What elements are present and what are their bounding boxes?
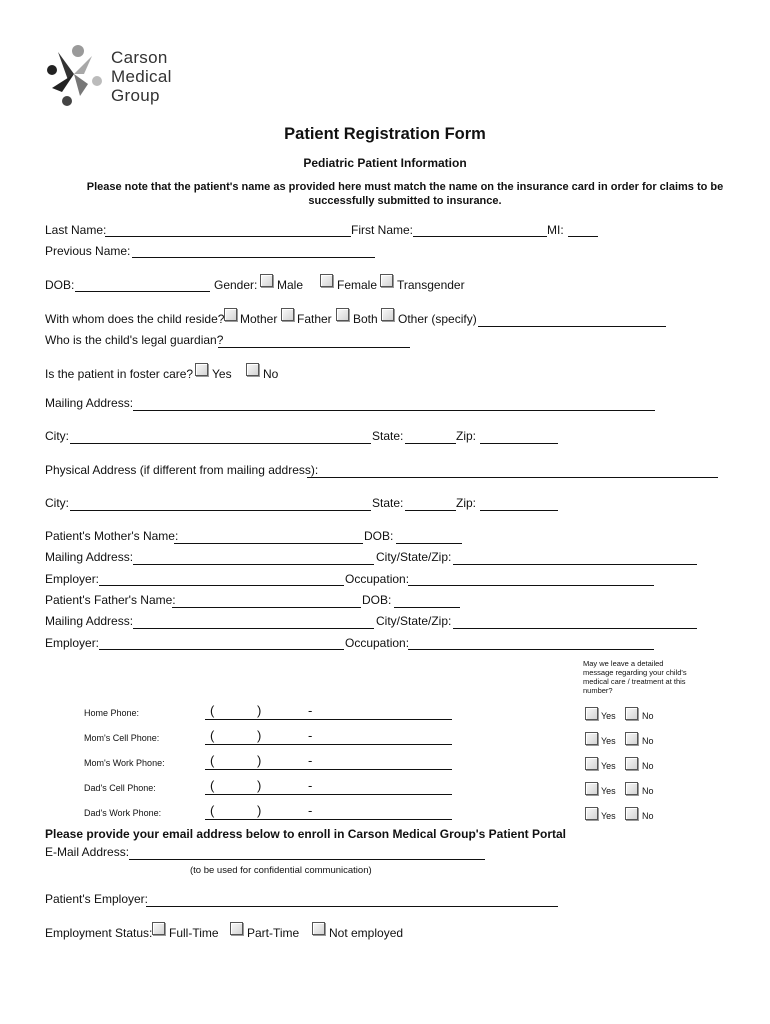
dads-work-label: Dad's Work Phone: <box>84 808 162 818</box>
phone-dash: - <box>308 703 313 718</box>
moms-cell-label: Mom's Cell Phone: <box>84 733 160 743</box>
previous-name-label: Previous Name: <box>45 244 131 258</box>
fathers-occupation-label: Occupation: <box>345 636 410 650</box>
moms-cell-no-label: No <box>642 736 654 746</box>
paren-open: ( <box>210 778 215 793</box>
foster-yes-checkbox[interactable] <box>195 363 208 376</box>
first-name-label: First Name: <box>351 223 414 237</box>
mi-field[interactable] <box>568 236 598 237</box>
female-label: Female <box>337 278 378 292</box>
moms-cell-no-checkbox[interactable] <box>625 732 638 745</box>
phone-dash: - <box>308 778 313 793</box>
mi-label: MI: <box>547 223 564 237</box>
foster-no-label: No <box>263 367 279 381</box>
gender-label: Gender: <box>214 278 258 292</box>
mothers-dob-label: DOB: <box>364 529 394 543</box>
father-checkbox[interactable] <box>281 308 294 321</box>
logo-text-1: Carson <box>111 48 168 67</box>
moms-work-field[interactable] <box>205 769 452 770</box>
phone-dash: - <box>308 753 313 768</box>
fathers-csz-field[interactable] <box>453 628 697 629</box>
moms-work-label: Mom's Work Phone: <box>84 758 165 768</box>
home-no-label: No <box>642 711 654 721</box>
fathers-employer-field[interactable] <box>99 649 344 650</box>
email-field[interactable] <box>129 859 485 860</box>
home-no-checkbox[interactable] <box>625 707 638 720</box>
other-checkbox[interactable] <box>381 308 394 321</box>
last-name-field[interactable] <box>105 236 351 237</box>
foster-label: Is the patient in foster care? <box>45 367 194 381</box>
full-time-checkbox[interactable] <box>152 922 165 935</box>
patients-employer-label: Patient's Employer: <box>45 892 149 906</box>
city-2-field[interactable] <box>70 510 371 511</box>
part-time-label: Part-Time <box>247 926 300 940</box>
dads-work-no-checkbox[interactable] <box>625 807 638 820</box>
paren-close: ) <box>257 728 262 743</box>
dads-work-yes-label: Yes <box>601 811 616 821</box>
paren-close: ) <box>257 703 262 718</box>
mothers-mailing-field[interactable] <box>133 564 374 565</box>
mother-checkbox[interactable] <box>224 308 237 321</box>
home-yes-checkbox[interactable] <box>585 707 598 720</box>
transgender-label: Transgender <box>397 278 465 292</box>
moms-work-no-checkbox[interactable] <box>625 757 638 770</box>
dads-work-field[interactable] <box>205 819 452 820</box>
name-match-note: Please note that the patient's name as provided here must match the name on the insurance card in order for claims to be successfully submitted to insurance. <box>86 181 724 207</box>
message-permission-note: May we leave a detailed message regarding your child's medical care / treatment at this number? <box>583 659 687 695</box>
full-time-label: Full-Time <box>169 926 219 940</box>
fathers-mailing-field[interactable] <box>133 628 374 629</box>
fathers-dob-label: DOB: <box>362 593 392 607</box>
dads-cell-yes-checkbox[interactable] <box>585 782 598 795</box>
moms-work-no-label: No <box>642 761 654 771</box>
last-name-label: Last Name: <box>45 223 107 237</box>
paren-open: ( <box>210 803 215 818</box>
transgender-checkbox[interactable] <box>380 274 393 287</box>
home-phone-field[interactable] <box>205 719 452 720</box>
portal-heading: Please provide your email address below to enroll in Carson Medical Group's Patient Portal <box>45 827 566 841</box>
fathers-dob-field[interactable] <box>394 607 460 608</box>
zip-label: Zip: <box>456 429 477 443</box>
city-field[interactable] <box>70 443 371 444</box>
logo-text-2: Medical <box>111 67 172 86</box>
mothers-dob-field[interactable] <box>396 543 462 544</box>
zip-2-field[interactable] <box>480 510 558 511</box>
moms-cell-yes-label: Yes <box>601 736 616 746</box>
foster-yes-label: Yes <box>212 367 232 381</box>
phone-dash: - <box>308 728 313 743</box>
logo <box>44 44 174 110</box>
guardian-field[interactable] <box>218 347 410 348</box>
both-label: Both <box>353 312 378 326</box>
both-checkbox[interactable] <box>336 308 349 321</box>
foster-no-checkbox[interactable] <box>246 363 259 376</box>
state-2-field[interactable] <box>405 510 456 511</box>
female-checkbox[interactable] <box>320 274 333 287</box>
paren-close: ) <box>257 803 262 818</box>
paren-close: ) <box>257 753 262 768</box>
page-title: Patient Registration Form <box>284 125 486 143</box>
phone-dash: - <box>308 803 313 818</box>
employment-status-label: Employment Status: <box>45 926 153 940</box>
mothers-csz-label: City/State/Zip: <box>376 550 452 564</box>
mothers-occupation-label: Occupation: <box>345 572 410 586</box>
first-name-field[interactable] <box>413 236 547 237</box>
logo-mark-icon <box>44 44 108 108</box>
other-label: Other (specify) <box>398 312 477 326</box>
fathers-employer-label: Employer: <box>45 636 100 650</box>
not-employed-label: Not employed <box>329 926 404 940</box>
fathers-csz-label: City/State/Zip: <box>376 614 452 628</box>
dads-work-no-label: No <box>642 811 654 821</box>
moms-cell-field[interactable] <box>205 744 452 745</box>
dads-cell-no-checkbox[interactable] <box>625 782 638 795</box>
not-employed-checkbox[interactable] <box>312 922 325 935</box>
email-note: (to be used for confidential communication) <box>190 865 372 876</box>
patients-employer-field[interactable] <box>146 906 558 907</box>
mothers-name-label: Patient's Mother's Name: <box>45 529 179 543</box>
state-2-label: State: <box>372 496 404 510</box>
guardian-label: Who is the child's legal guardian? <box>45 333 224 347</box>
city-label: City: <box>45 429 69 443</box>
mailing-address-label: Mailing Address: <box>45 396 134 410</box>
dads-cell-field[interactable] <box>205 794 452 795</box>
reside-label: With whom does the child reside? <box>45 312 225 326</box>
dads-cell-label: Dad's Cell Phone: <box>84 783 156 793</box>
email-label: E-Mail Address: <box>45 845 130 859</box>
other-specify-field[interactable] <box>478 326 666 327</box>
home-yes-label: Yes <box>601 711 616 721</box>
mothers-employer-label: Employer: <box>45 572 100 586</box>
mother-label: Mother <box>240 312 278 326</box>
paren-close: ) <box>257 778 262 793</box>
moms-work-yes-checkbox[interactable] <box>585 757 598 770</box>
home-phone-label: Home Phone: <box>84 708 140 718</box>
previous-name-field[interactable] <box>132 257 375 258</box>
father-label: Father <box>297 312 332 326</box>
fathers-name-field[interactable] <box>172 607 361 608</box>
zip-2-label: Zip: <box>456 496 477 510</box>
physical-address-label: Physical Address (if different from mailing address): <box>45 463 319 477</box>
male-label: Male <box>277 278 304 292</box>
male-checkbox[interactable] <box>260 274 273 287</box>
mailing-address-field[interactable] <box>133 410 655 411</box>
mothers-occupation-field[interactable] <box>408 585 654 586</box>
dob-label: DOB: <box>45 278 75 292</box>
paren-open: ( <box>210 703 215 718</box>
mothers-employer-field[interactable] <box>99 585 344 586</box>
mothers-mailing-label: Mailing Address: <box>45 550 134 564</box>
moms-work-yes-label: Yes <box>601 761 616 771</box>
paren-open: ( <box>210 728 215 743</box>
state-label: State: <box>372 429 404 443</box>
fathers-occupation-field[interactable] <box>408 649 654 650</box>
mothers-name-field[interactable] <box>174 543 363 544</box>
mothers-csz-field[interactable] <box>453 564 697 565</box>
dads-cell-no-label: No <box>642 786 654 796</box>
fathers-mailing-label: Mailing Address: <box>45 614 134 628</box>
part-time-checkbox[interactable] <box>230 922 243 935</box>
logo-text-3: Group <box>111 86 160 105</box>
physical-address-field[interactable] <box>307 477 718 478</box>
zip-field[interactable] <box>480 443 558 444</box>
dads-work-yes-checkbox[interactable] <box>585 807 598 820</box>
dads-cell-yes-label: Yes <box>601 786 616 796</box>
fathers-name-label: Patient's Father's Name: <box>45 593 176 607</box>
city-2-label: City: <box>45 496 69 510</box>
dob-field[interactable] <box>75 291 210 292</box>
state-field[interactable] <box>405 443 456 444</box>
paren-open: ( <box>210 753 215 768</box>
moms-cell-yes-checkbox[interactable] <box>585 732 598 745</box>
page-subtitle: Pediatric Patient Information <box>303 156 467 170</box>
